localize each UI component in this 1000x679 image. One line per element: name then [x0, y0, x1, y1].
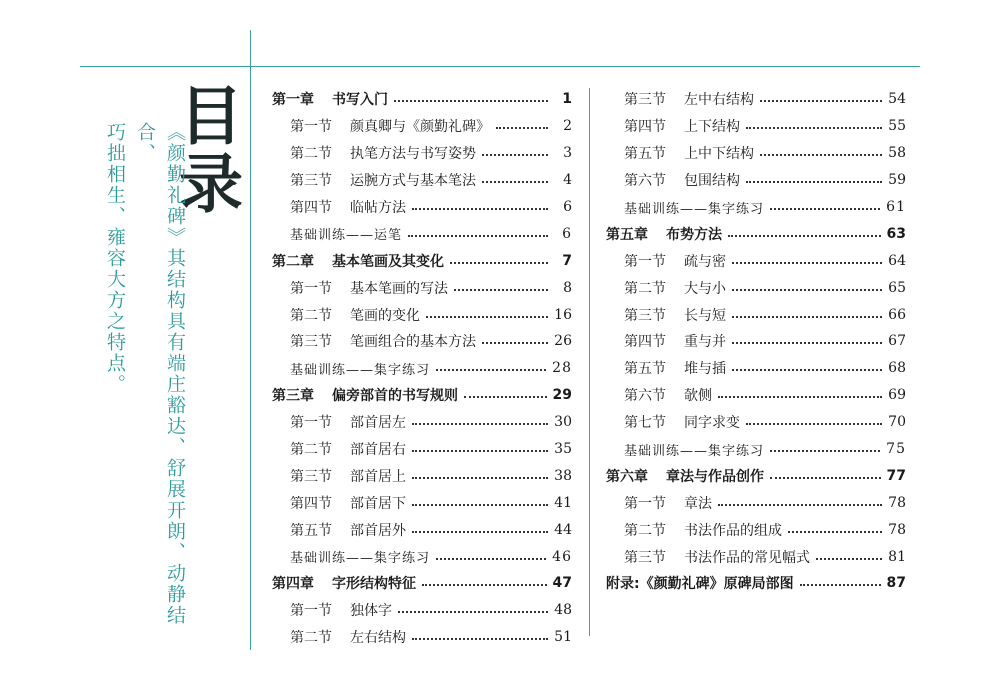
toc-page-number: 41: [554, 494, 572, 511]
toc-entry-label: [290, 627, 406, 647]
toc-entry-number: 第六节: [624, 388, 666, 405]
toc-entry-label: [290, 197, 406, 217]
toc-entry-section[interactable]: [606, 355, 906, 382]
toc-entry-section[interactable]: [272, 113, 572, 140]
toc-entry-label: [624, 278, 726, 298]
toc-entry-number: 第二节: [624, 280, 666, 297]
toc-entry-number: 第一节: [290, 280, 332, 297]
toc-entry-chapter[interactable]: [606, 462, 906, 489]
toc-page-number: 61: [886, 199, 906, 215]
toc-entry-title: 字形结构特征: [332, 576, 416, 593]
toc-entry-section[interactable]: [272, 140, 572, 167]
toc-entry-title: 笔画的变化: [350, 307, 420, 324]
toc-page-number: 7: [562, 252, 572, 269]
description-line-1: 《颜勤礼碑》其结构具有端庄豁达、舒展开朗、动静结合、: [134, 122, 186, 626]
leader-dots: [412, 450, 548, 452]
top-rule: [80, 66, 920, 67]
leader-dots: [732, 369, 882, 371]
leader-dots: [746, 423, 882, 425]
toc-entry-practice[interactable]: [272, 220, 572, 247]
toc-entry-section[interactable]: [272, 167, 572, 194]
toc-entry-title: 上下结构: [684, 119, 740, 136]
toc-entry-section[interactable]: [606, 140, 906, 167]
toc-page-number: 77: [886, 467, 906, 484]
leader-dots: [718, 396, 882, 398]
toc-page-number: 6: [562, 225, 572, 242]
toc-entry-section[interactable]: [606, 328, 906, 355]
toc-page-number: 3: [563, 145, 572, 162]
toc-right-column: [606, 86, 906, 597]
toc-entry-title: 上中下结构: [684, 146, 754, 163]
toc-page-number: 70: [888, 414, 906, 431]
toc-page-number: 1: [562, 91, 572, 108]
leader-dots: [718, 504, 882, 506]
leader-dots: [496, 127, 548, 129]
leader-dots: [800, 584, 881, 586]
toc-entry-title: 疏与密: [684, 253, 726, 270]
toc-entry-section[interactable]: [272, 436, 572, 463]
leader-dots: [464, 396, 547, 398]
toc-page-number: 78: [888, 521, 906, 538]
leader-dots: [394, 100, 548, 102]
toc-entry-label: [606, 573, 794, 593]
toc-entry-number: 第三章: [272, 388, 314, 405]
toc-entry-section[interactable]: [272, 409, 572, 436]
toc-entry-label: [624, 305, 726, 325]
toc-entry-number: 第三节: [624, 92, 666, 109]
leader-dots: [412, 531, 548, 533]
toc-page-number: 67: [888, 333, 906, 350]
toc-page-number: 69: [888, 387, 906, 404]
toc-page-number: 2: [563, 118, 572, 135]
toc-entry-practice[interactable]: [272, 543, 572, 570]
toc-entry-title: 堆与插: [684, 361, 726, 378]
toc-entry-label: [624, 385, 712, 405]
toc-entry-label: [624, 547, 810, 567]
toc-entry-practice[interactable]: [272, 355, 572, 382]
toc-entry-title: 附录:《颜勤礼碑》原碑局部图: [606, 576, 794, 593]
toc-entry-title: 颜真卿与《颜勤礼碑》: [350, 119, 490, 136]
toc-page-number: 64: [888, 252, 906, 269]
toc-entry-title: 基础训练——运笔: [290, 228, 403, 244]
toc-entry-title: 同字求变: [684, 415, 740, 432]
toc-entry-label: [624, 251, 726, 271]
toc-entry-label: [624, 493, 712, 513]
toc-entry-section[interactable]: [272, 274, 572, 301]
toc-entry-title: 笔画组合的基本方法: [350, 334, 476, 351]
toc-entry-section[interactable]: [272, 194, 572, 221]
toc-entry-number: 第五节: [624, 146, 666, 163]
toc-entry-number: 第五节: [624, 361, 666, 378]
toc-entry-section[interactable]: [606, 247, 906, 274]
leader-dots: [422, 584, 547, 586]
toc-page-number: 6: [563, 199, 572, 215]
leader-dots: [398, 611, 548, 613]
toc-entry-section[interactable]: [272, 516, 572, 543]
toc-entry-label: [290, 600, 392, 620]
toc-page-number: 68: [888, 360, 906, 377]
toc-entry-number: 第五章: [606, 226, 648, 243]
toc-entry-label: [624, 331, 726, 351]
toc-entry-label: [290, 547, 430, 566]
toc-entry-label: [624, 412, 740, 432]
toc-page-number: 55: [888, 118, 906, 135]
toc-entry-number: 第四节: [290, 200, 332, 216]
toc-entry-title: 部首居外: [350, 522, 406, 539]
leader-dots: [482, 342, 548, 344]
toc-page-number: 63: [886, 225, 906, 242]
toc-entry-title: 书法作品的常见幅式: [684, 549, 810, 566]
toc-entry-title: 长与短: [684, 307, 726, 324]
toc-entry-title: 基本笔画的写法: [350, 280, 448, 297]
toc-entry-label: [290, 359, 430, 378]
toc-entry-section[interactable]: [272, 489, 572, 516]
toc-entry-number: 第四章: [272, 576, 314, 593]
toc-entry-title: 基础训练——集字练习: [624, 443, 765, 459]
toc-entry-section[interactable]: [606, 489, 906, 516]
toc-entry-number: 第四节: [624, 119, 666, 136]
toc-entry-chapter[interactable]: [272, 382, 572, 409]
toc-entry-number: 第四节: [290, 495, 332, 512]
toc-entry-label: [606, 224, 722, 244]
toc-entry-number: 第二节: [290, 442, 332, 459]
toc-entry-section[interactable]: [606, 382, 906, 409]
toc-page-number: 48: [554, 602, 572, 619]
leader-dots: [450, 262, 548, 264]
toc-entry-section[interactable]: [272, 328, 572, 355]
toc-page-number: 81: [888, 548, 906, 565]
toc-page-number: 44: [554, 521, 572, 538]
toc-entry-title: 章法: [684, 495, 712, 512]
toc-entry-number: 第一节: [624, 253, 666, 270]
toc-entry-practice[interactable]: [606, 194, 906, 221]
toc-entry-label: [624, 520, 782, 540]
toc-entry-title: 部首居右: [350, 442, 406, 459]
toc-entry-title: 基础训练——集字练习: [290, 362, 431, 378]
toc-entry-label: [290, 331, 476, 351]
toc-entry-label: [290, 466, 406, 486]
toc-entry-number: 第一章: [272, 92, 314, 109]
leader-dots: [412, 638, 548, 640]
toc-entry-title: 部首居左: [350, 415, 406, 432]
leader-dots: [426, 316, 548, 318]
toc-entry-section[interactable]: [606, 86, 906, 113]
toc-entry-section[interactable]: [606, 167, 906, 194]
leader-dots: [408, 235, 548, 237]
leader-dots: [816, 558, 882, 560]
toc-entry-label: [606, 466, 764, 486]
toc-entry-title: 重与并: [684, 334, 726, 351]
leader-dots: [412, 423, 548, 425]
toc-page-number: 8: [563, 279, 572, 296]
leader-dots: [746, 127, 882, 129]
toc-entry-chapter[interactable]: [272, 247, 572, 274]
toc-page-number: 54: [888, 91, 906, 108]
toc-page-number: 87: [886, 575, 906, 592]
toc-entry-label: [624, 116, 740, 136]
toc-entry-title: 书法作品的组成: [684, 522, 782, 539]
book-description: [100, 122, 190, 662]
leader-dots: [482, 154, 548, 156]
toc-entry-title: 包围结构: [684, 173, 740, 190]
toc-entry-title: 基本笔画及其变化: [332, 253, 444, 270]
leader-dots: [732, 289, 882, 291]
toc-entry-label: [624, 358, 726, 378]
description-line-2: 巧拙相生、雍容大方之特点。: [104, 122, 126, 395]
toc-entry-label: [290, 278, 448, 298]
toc-page-number: 38: [554, 467, 572, 484]
toc-entry-number: 第一节: [290, 119, 332, 136]
toc-entry-title: 书写入门: [332, 92, 388, 109]
toc-entry-number: 第一节: [290, 603, 332, 620]
toc-page-number: 46: [552, 548, 572, 565]
toc-entry-label: [272, 89, 388, 109]
toc-entry-label: [272, 251, 444, 271]
leader-dots: [770, 477, 881, 479]
toc-entry-title: 大与小: [684, 280, 726, 297]
toc-entry-number: 第三节: [624, 307, 666, 324]
toc-entry-title: 偏旁部首的书写规则: [332, 388, 458, 405]
toc-entry-chapter[interactable]: [272, 570, 572, 597]
toc-entry-section[interactable]: [606, 543, 906, 570]
leader-dots: [760, 100, 882, 102]
toc-entry-label: [290, 224, 402, 243]
toc-page-number: 66: [888, 306, 906, 323]
toc-entry-number: 第四节: [624, 334, 666, 351]
toc-entry-title: 布势方法: [666, 226, 722, 243]
toc-entry-label: [290, 116, 490, 136]
toc-entry-number: 第六章: [606, 468, 648, 485]
toc-entry-number: 第五节: [290, 522, 332, 539]
toc-page-number: 28: [552, 360, 572, 377]
toc-page-number: 65: [888, 279, 906, 296]
leader-dots: [454, 289, 548, 291]
toc-page-number: 26: [554, 333, 572, 350]
toc-page-number: 30: [554, 414, 572, 431]
leader-dots: [770, 450, 880, 452]
toc-entry-section[interactable]: [272, 462, 572, 489]
leader-dots: [732, 262, 882, 264]
toc-entry-number: 第二章: [272, 253, 314, 270]
toc-entry-section[interactable]: [606, 516, 906, 543]
toc-entry-title: 临帖方法: [350, 200, 406, 216]
toc-entry-label: [624, 440, 764, 459]
toc-entry-title: 左右结构: [350, 630, 406, 647]
toc-page-number: 59: [888, 172, 906, 189]
toc-entry-label: [624, 143, 754, 163]
leader-dots: [412, 504, 548, 506]
toc-page-number: 78: [888, 494, 906, 511]
toc-entry-number: 第二节: [290, 630, 332, 647]
leader-dots: [746, 181, 882, 183]
toc-entry-number: 第三节: [290, 334, 332, 351]
toc-entry-practice[interactable]: [606, 436, 906, 463]
leader-dots: [482, 181, 548, 183]
toc-entry-section[interactable]: [606, 301, 906, 328]
leader-dots: [436, 558, 546, 560]
toc-entry-number: 第六节: [624, 173, 666, 190]
toc-entry-number: 第三节: [290, 468, 332, 485]
toc-entry-title: 部首居下: [350, 495, 406, 512]
toc-entry-label: [272, 385, 458, 405]
toc-entry-number: 第二节: [290, 307, 332, 324]
toc-left-column: [272, 86, 572, 651]
toc-entry-title: 基础训练——集字练习: [290, 551, 431, 567]
toc-entry-title: 基础训练——集字练习: [624, 201, 765, 217]
toc-entry-label: [290, 305, 420, 325]
toc-entry-title: 执笔方法与书写姿势: [350, 146, 476, 163]
leader-dots: [760, 154, 882, 156]
toc-entry-number: 第一节: [290, 415, 332, 432]
toc-entry-section[interactable]: [606, 113, 906, 140]
leader-dots: [770, 208, 880, 210]
toc-entry-section[interactable]: [272, 624, 572, 651]
toc-entry-title: 部首居上: [350, 468, 406, 485]
toc-page-number: 29: [552, 387, 572, 404]
toc-entry-title: 运腕方式与基本笔法: [350, 173, 476, 190]
toc-entry-title: 左中右结构: [684, 92, 754, 109]
vertical-rule: [250, 30, 251, 650]
toc-entry-number: 第三节: [290, 173, 332, 190]
leader-dots: [732, 316, 882, 318]
toc-entry-section[interactable]: [606, 274, 906, 301]
toc-page-number: 58: [888, 145, 906, 162]
toc-entry-title: 章法与作品创作: [666, 468, 764, 485]
page-title: 目录: [168, 82, 242, 218]
toc-entry-chapter[interactable]: [272, 86, 572, 113]
toc-entry-appendix[interactable]: [606, 570, 906, 597]
toc-page-number: 35: [554, 441, 572, 458]
toc-entry-number: 第三节: [624, 549, 666, 566]
toc-entry-label: [624, 89, 754, 109]
toc-entry-label: [290, 143, 476, 163]
column-divider: [589, 88, 590, 636]
leader-dots: [732, 342, 882, 344]
toc-entry-chapter[interactable]: [606, 220, 906, 247]
toc-entry-section[interactable]: [272, 597, 572, 624]
toc-entry-label: [290, 170, 476, 190]
toc-entry-label: [624, 198, 764, 217]
toc-entry-section[interactable]: [606, 409, 906, 436]
toc-entry-number: 第二节: [624, 522, 666, 539]
toc-page-number: 51: [554, 629, 572, 646]
toc-entry-number: 第一节: [624, 495, 666, 512]
leader-dots: [412, 477, 548, 479]
toc-entry-number: 第二节: [290, 146, 332, 163]
toc-entry-title: 独体字: [350, 603, 392, 620]
toc-entry-label: [290, 493, 406, 513]
toc-entry-label: [624, 170, 740, 190]
toc-entry-section[interactable]: [272, 301, 572, 328]
toc-entry-label: [290, 412, 406, 432]
leader-dots: [728, 235, 881, 237]
leader-dots: [788, 531, 882, 533]
toc-entry-label: [290, 520, 406, 540]
toc-page-number: 16: [554, 306, 572, 323]
toc-entry-label: [272, 573, 416, 593]
toc-page-number: 75: [886, 441, 906, 458]
toc-entry-number: 第七节: [624, 415, 666, 432]
toc-entry-label: [290, 439, 406, 459]
toc-page-number: 47: [552, 575, 572, 592]
leader-dots: [436, 369, 546, 371]
toc-page-number: 4: [563, 172, 572, 189]
toc-entry-title: 欹侧: [684, 388, 712, 405]
leader-dots: [412, 208, 548, 210]
